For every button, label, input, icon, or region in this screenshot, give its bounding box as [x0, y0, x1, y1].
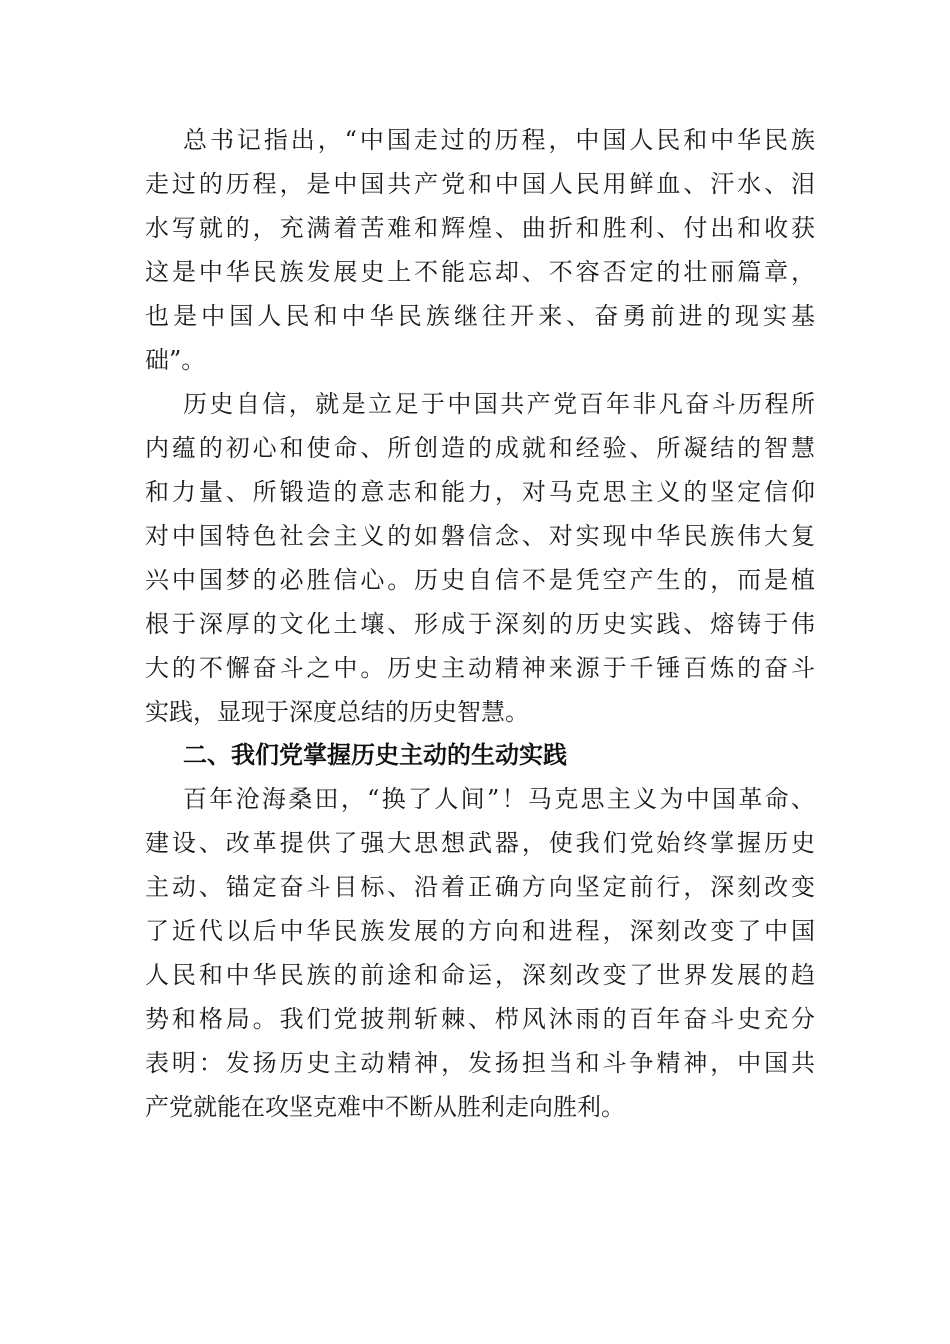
paragraph-3-line-4: 了近代以后中华民族发展的方向和进程，深刻改变了中国	[145, 917, 815, 945]
paragraph-1-line-1: 总书记指出，“中国走过的历程，中国人民和中华民族	[183, 126, 815, 154]
paragraph-3-line-1: 百年沧海桑田，“换了人间”！马克思主义为中国革命、	[183, 785, 815, 813]
paragraph-1-line-4: 这是中华民族发展史上不能忘却、不容否定的壮丽篇章，	[145, 258, 815, 286]
paragraph-1-line-5: 也是中国人民和中华民族继往开来、奋勇前进的现实基	[145, 302, 815, 330]
paragraph-3-line-5: 人民和中华民族的前途和命运，深刻改变了世界发展的趋	[145, 961, 815, 989]
paragraph-3-line-3: 主动、锚定奋斗目标、沿着正确方向坚定前行，深刻改变	[145, 873, 815, 901]
paragraph-3-line-6: 势和格局。我们党披荆斩棘、栉风沐雨的百年奋斗史充分	[145, 1005, 815, 1033]
paragraph-1-line-2: 走过的历程，是中国共产党和中国人民用鲜血、汗水、泪	[145, 170, 815, 198]
paragraph-2-line-8: 实践，显现于深度总结的历史智慧。	[145, 698, 529, 726]
paragraph-1-line-3: 水写就的，充满着苦难和辉煌、曲折和胜利、付出和收获	[145, 214, 815, 242]
paragraph-3-line-7: 表明：发扬历史主动精神，发扬担当和斗争精神，中国共	[145, 1049, 815, 1077]
paragraph-2-line-6: 根于深厚的文化土壤、形成于深刻的历史实践、熔铸于伟	[145, 610, 815, 638]
paragraph-3-line-8: 产党就能在攻坚克难中不断从胜利走向胜利。	[145, 1093, 625, 1121]
section-heading: 二、我们党掌握历史主动的生动实践	[183, 741, 567, 769]
paragraph-3-line-2: 建设、改革提供了强大思想武器，使我们党始终掌握历史	[145, 829, 815, 857]
paragraph-2-line-5: 兴中国梦的必胜信心。历史自信不是凭空产生的，而是植	[145, 566, 815, 594]
paragraph-2-line-7: 大的不懈奋斗之中。历史主动精神来源于千锤百炼的奋斗	[145, 654, 815, 682]
paragraph-1-line-6: 础”。	[145, 346, 206, 374]
paragraph-2-line-3: 和力量、所锻造的意志和能力，对马克思主义的坚定信仰	[145, 478, 815, 506]
paragraph-2-line-2: 内蕴的初心和使命、所创造的成就和经验、所凝结的智慧	[145, 434, 815, 462]
paragraph-2-line-1: 历史自信，就是立足于中国共产党百年非凡奋斗历程所	[183, 390, 815, 418]
paragraph-2-line-4: 对中国特色社会主义的如磐信念、对实现中华民族伟大复	[145, 522, 815, 550]
